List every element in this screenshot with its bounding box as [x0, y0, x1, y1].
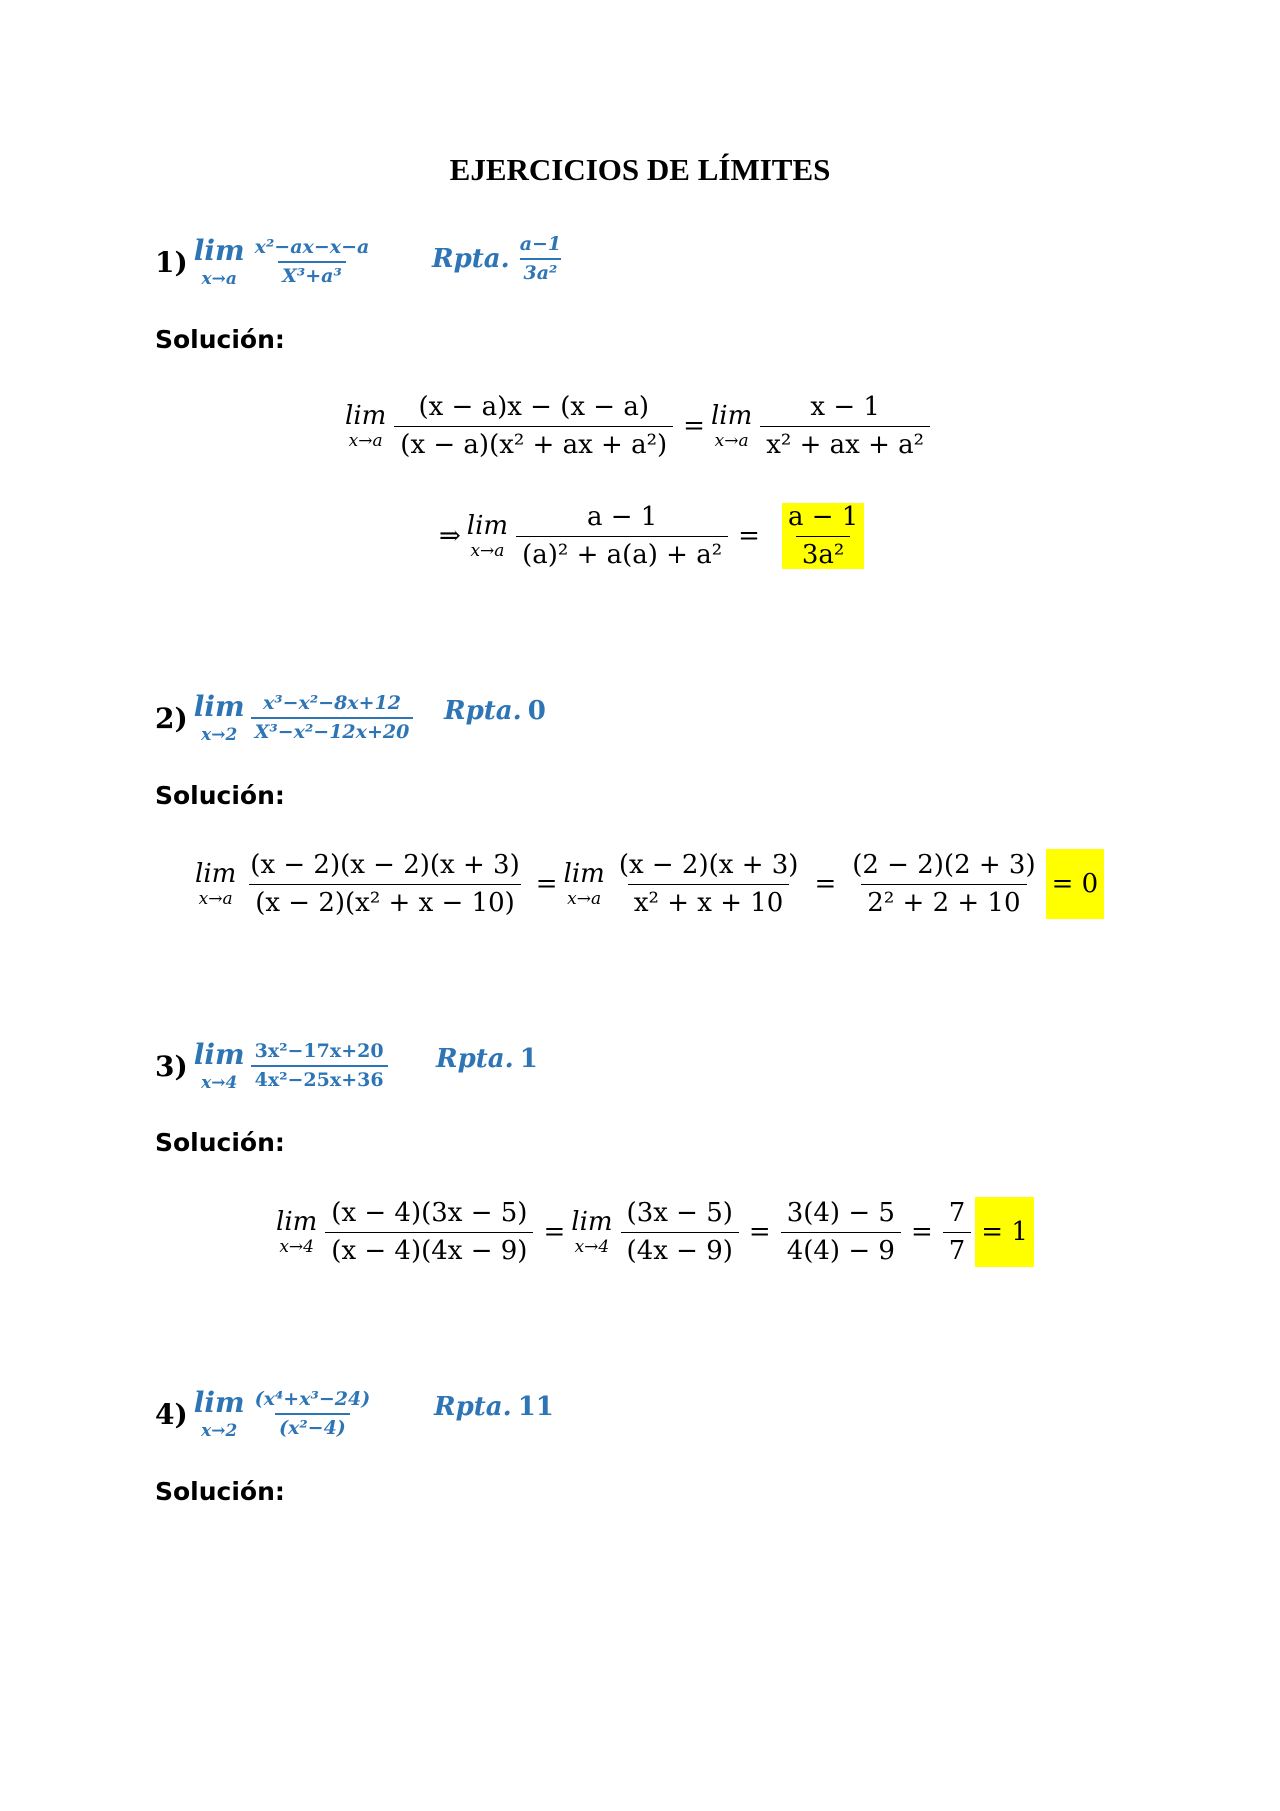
fraction: $\frac{(x - a)x - (x - a)}{\text{(x − a)(x² + ax + a²)}}$: [394, 393, 673, 459]
answer-3: Rpta. 1: [436, 1044, 538, 1074]
solution-1-line-2: ⇒ lim x→a $\frac{a - 1}{\text{(a)² + a(a) + a²}}$ = $\frac{a - 1}{\text{3a²}}$: [433, 503, 868, 569]
implies-arrow: ⇒: [439, 521, 461, 552]
problem-4: [155, 1374, 374, 1454]
fraction: $\frac{(3x - 5)}{(4x - 9)}$: [621, 1199, 739, 1265]
limit-operator: lim x→a: [345, 400, 387, 451]
problem-number: 1): [155, 245, 188, 279]
answer-2: Rpta. 0: [444, 696, 546, 726]
fraction: x − 1 x² + ax + a²: [760, 393, 930, 459]
fraction: $\frac{(2 - 2)(2 + 3)}{\text{2² + 2 + 10}}$: [852, 849, 1036, 918]
limit-operator: lim x→4: [193, 1037, 245, 1093]
limit-operator: lim x→a: [710, 400, 753, 451]
limit-expression: $\frac{\text{3x²−17x+20}}{\text{4x²−25x+36}}$: [251, 1041, 388, 1091]
fraction: $\frac{7}{7}$: [943, 1199, 972, 1265]
limit-operator: lim x→a: [466, 510, 509, 561]
answer-fraction: $\frac{a-1}{\text{3a²}}$: [519, 233, 562, 284]
answer-1: Rpta. $\frac{a-1}{\text{3a²}}$: [432, 234, 565, 284]
fraction: $\frac{(x - 4)(3x - 5)}{(x - 4)(4x - 9)}$: [325, 1199, 533, 1265]
page-title: EJERCICIOS DE LÍMITES: [449, 152, 831, 187]
solution-2: lim x→a $\frac{(x - 2)(x - 2)(x + 3)}{\text{(x − 2)(x² + x − 10)}}$ = lim x→a $\frac{(x - 2)(x + 3)}{\text{x² + x + 10}}$ = $\frac{(2 - 2)(2 + 3)}{\text{2² + 2 + 10}}$ = 0: [195, 849, 1104, 919]
limit-operator: lim x→2: [193, 689, 245, 745]
limit-expression: $\frac{\text{(x⁴+x³−24)}}{\text{(x²−4)}}$: [254, 1388, 371, 1439]
problem-3: [155, 1026, 388, 1106]
problem-number: 4): [155, 1397, 188, 1431]
limit-operator: lim x→4: [571, 1206, 613, 1257]
limit-operator: lim x→a: [563, 858, 605, 909]
solution-label: Solución:: [155, 1477, 285, 1506]
solution-label: Solución:: [155, 781, 285, 810]
problem-1: [155, 222, 373, 302]
limit-operator: lim x→4: [276, 1206, 318, 1257]
limit-operator: lim x→a: [193, 233, 245, 289]
problem-number: 2): [155, 701, 188, 735]
limit-operator: lim x→a: [195, 858, 237, 909]
highlighted-result: = 0: [1046, 849, 1105, 919]
highlighted-result: $\frac{a - 1}{\text{3a²}}$: [782, 503, 864, 569]
solution-label: Solución:: [155, 1128, 285, 1157]
problem-number: 3): [155, 1049, 188, 1083]
limit-expression: $\frac{\text{x²−ax−x−a}}{\text{X³+a³}}$: [254, 236, 370, 287]
solution-1-line-1: lim x→a $\frac{(x - a)x - (x - a)}{\text{(x − a)(x² + ax + a²)}}$ = lim x→a x − 1 x² + ax + a²: [345, 393, 934, 459]
answer-4: Rpta. 11: [434, 1392, 554, 1422]
fraction: $\frac{(x - 2)(x - 2)(x + 3)}{\text{(x − 2)(x² + x − 10)}}$: [250, 849, 520, 918]
fraction: $\frac{3(4) - 5}{4(4) - 9}$: [781, 1199, 901, 1265]
solution-3: lim x→4 $\frac{(x - 4)(3x - 5)}{(x - 4)(4x - 9)}$ = lim x→4 $\frac{(3x - 5)}{(4x - 9)}$ = $\frac{3(4) - 5}{4(4) - 9}$ = $\frac{7}{7}$ = 1: [276, 1197, 1034, 1267]
fraction: $\frac{(x - 2)(x + 3)}{\text{x² + x + 10}}$: [618, 849, 799, 918]
fraction: $\frac{a - 1}{\text{(a)² + a(a) + a²}}$: [516, 503, 728, 569]
highlighted-result: = 1: [975, 1197, 1034, 1267]
problem-2: [155, 678, 413, 758]
limit-operator: lim x→2: [193, 1385, 245, 1441]
solution-label: Solución:: [155, 325, 285, 354]
limit-expression: $\frac{\text{x³−x²−8x+12}}{\text{X³−x²−12x+20}}$: [251, 693, 414, 743]
